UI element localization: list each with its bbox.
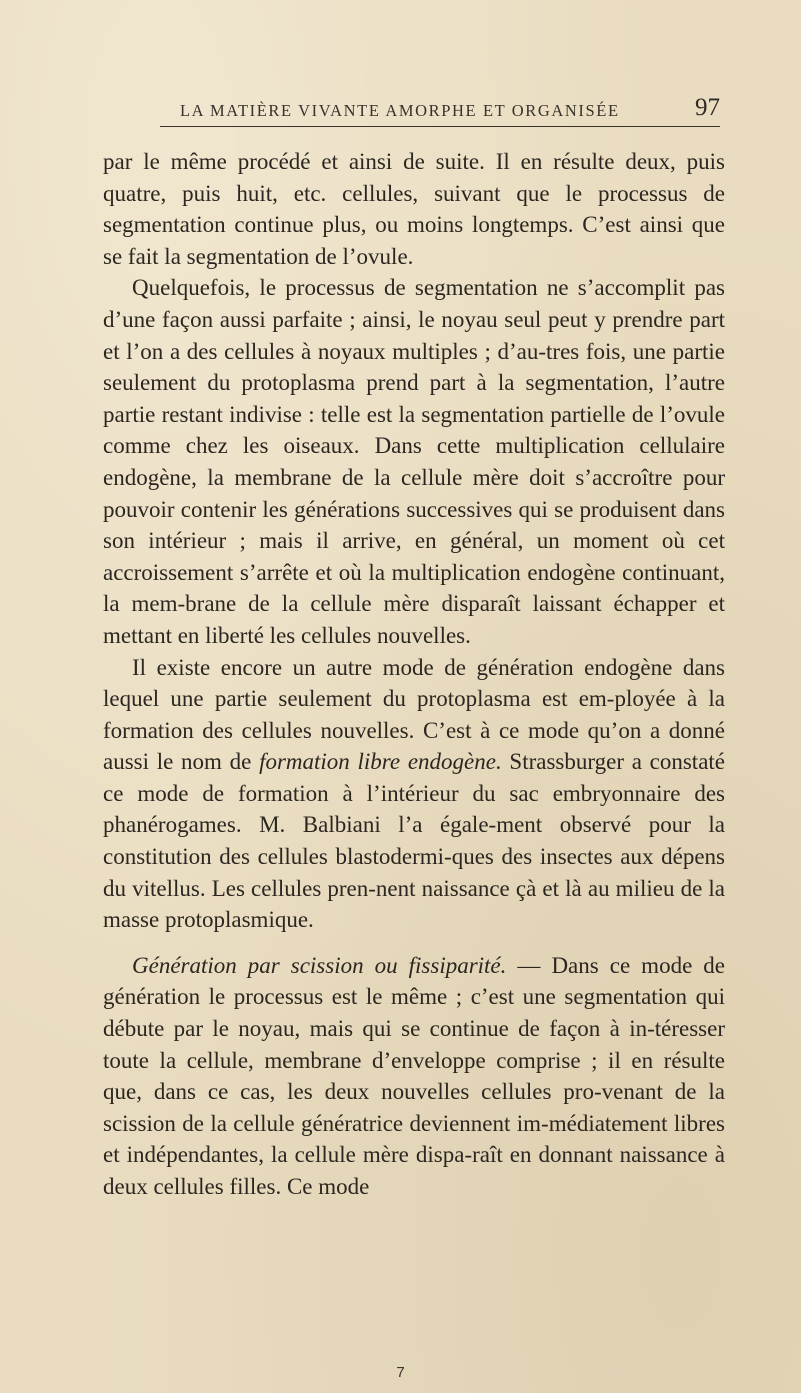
paragraph-text: Strassburger a constaté ce mode de formation à l’intérieur du sac embryonnaire des phanérogames. M. Balbiani l’a égale-ment observé pour la constitution des cellules blastodermi-ques des insectes aux dépens du vitellus. Les cellules pren-nent naissance çà et là au milieu de la masse protoplasmique. <box>103 749 725 933</box>
signature-mark: 7 <box>396 1364 405 1381</box>
body-text <box>103 146 725 1203</box>
emphasized-term: formation libre endogène. <box>259 749 502 775</box>
paragraph-multiplication <box>103 272 725 651</box>
paragraph-continuation <box>103 146 725 272</box>
paragraph-text: Il existe encore un autre mode de génération endogène dans lequel une partie seulement du protoplasma est em-ployée à la formation des cellules nouvelles. C’est à ce mode qu’on a donné aussi le nom de <box>103 654 725 775</box>
section-heading: Génération par scission ou fissiparité. <box>132 952 507 978</box>
page-number: 97 <box>695 94 720 121</box>
paragraph-text: Quelquefois, le processus de segmentation ne s’accomplit pas d’une façon aussi parfaite ; ainsi, le noyau seul peut y prendre part et l’on a des cellules à noyaux multiples ; d’au-tres fois, une partie seulement du protoplasma prend part à la segmentation, l’autre partie restant indivise : telle est la segmentation partielle de l’ovule comme chez les oiseaux. Dans cette multiplication cellulaire endogène, la membrane de la cellule mère doit s’accroître pour pouvoir contenir les générations successives qui se produisent dans son intérieur ; mais il arrive, en général, un moment où cet accroissement s’arrête et où la multiplication endogène continuant, la mem-brane de la cellule mère disparaît laissant échapper et mettant en liberté les cellules nouvelles. <box>103 275 725 648</box>
paragraph-text: par le même procédé et ainsi de suite. Il en résulte deux, puis quatre, puis huit, etc. cellules, suivant que le processus de segmentation continue plus, ou moins longtemps. C’est ainsi que se fait la segmentation de l’ovule. <box>103 149 725 269</box>
paragraph-text: — Dans ce mode de génération le processus est le même ; c’est une segmentation qui débute par le noyau, mais qui se continue de façon à in-téresser toute la cellule, membrane d’enveloppe comprise ; il en résulte que, dans ce cas, les deux nouvelles cellules pro-venant de la scission de la cellule génératrice deviennent im-médiatement libres et indépendantes, la cellule mère dispa-raît en donnant naissance à deux cellules filles. Ce mode <box>103 952 726 1199</box>
paragraph-scission <box>103 950 725 1203</box>
running-title: LA MATIÈRE VIVANTE AMORPHE ET ORGANISÉE <box>180 101 620 120</box>
running-header <box>160 92 720 127</box>
paragraph-formation-libre <box>103 652 725 936</box>
